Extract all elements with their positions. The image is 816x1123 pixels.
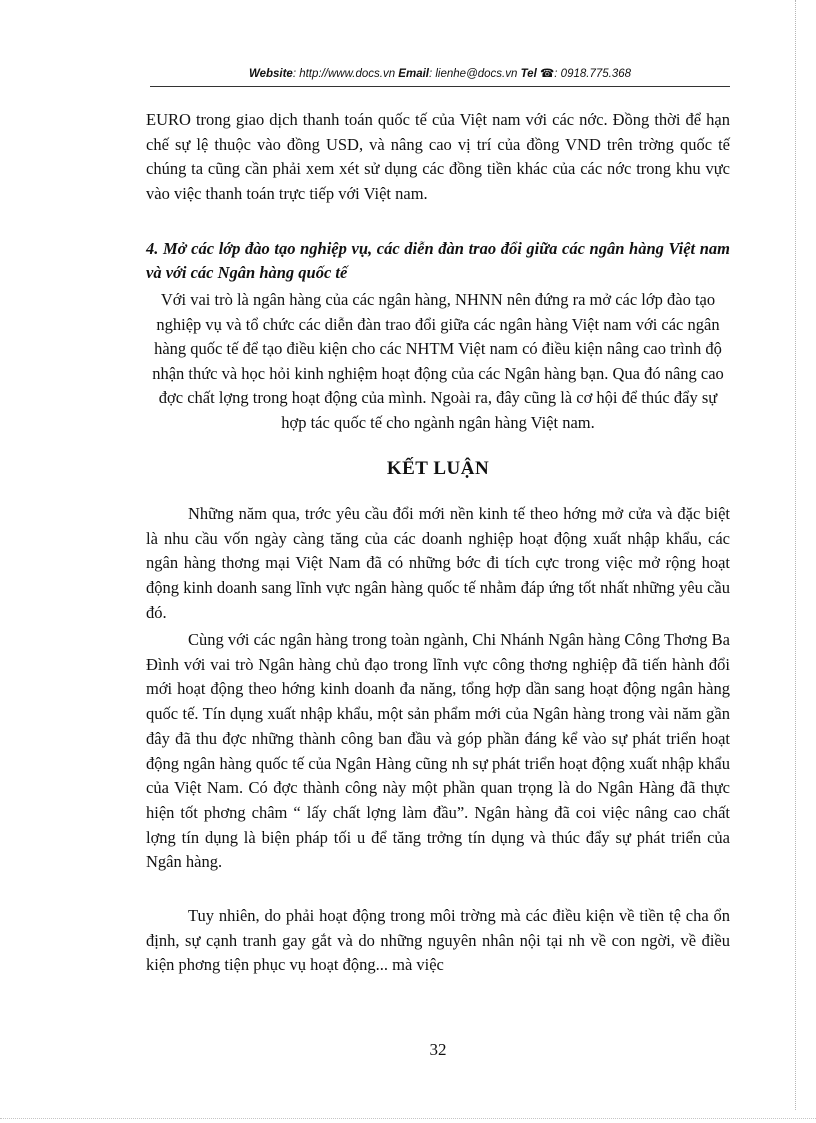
paragraph-conclusion-3: Tuy nhiên, do phải hoạt động trong môi trờng mà các điều kiện về tiền tệ cha ổn định, sự cạnh tranh gay gắt và do những nguyên nhân nội tại nh về con ngời, về điều kiện phơng tiện phục vụ hoạt động... mà việc [146,906,730,975]
page-header [150,66,730,80]
paragraph-training: Với vai trò là ngân hàng của các ngân hàng, NHNN nên đứng ra mở các lớp đào tạo nghiệp vụ và tổ chức các diễn đàn trao đổi giữa các ngân hàng Việt nam với các ngân hàng quốc tế để tạo điều kiện cho các NHTM Việt nam có điều kiện nâng cao trình độ nhận thức và học hỏi kinh nghiệm hoạt động của các Ngân hàng bạn. Qua đó nâng cao đợc chất lợng trong hoạt động của mình. Ngoài ra, đây cũng là cơ hội để thúc đẩy sự hợp tác quốc tế cho ngành ngân hàng Việt nam. [152,290,724,432]
email-label: Email [398,68,429,80]
tel-label: Tel ☎ [520,68,555,80]
header-divider [150,86,730,87]
conclusion-title: KẾT LUẬN [386,458,490,479]
paragraph-euro: EURO trong giao dịch thanh toán quốc tế của Việt nam với các nớc. Đồng thời để hạn chế sự lệ thuộc vào đồng USD, và nâng cao vị trí của đồng VND trên trờng quốc tế chúng ta cũng cần phải xem xét sử dụng các đồng tiền khác của các nớc trong khu vực vào việc thanh toán trực tiếp với Việt nam. [146,110,730,204]
tel-value: : 0918.775.368 [554,68,632,80]
page-number: 32 [429,1040,447,1059]
page-edge-right [795,0,796,1110]
page-edge-bottom [0,1118,816,1119]
website-label: Website [248,68,293,80]
email-value: : lienhe@docs.vn [428,68,518,80]
section-heading-4: 4. Mở các lớp đào tạo nghiệp vụ, các diễn đàn trao đổi giữa các ngân hàng Việt nam và với các Ngân hàng quốc tế [146,239,730,282]
website-value: : http://www.docs.vn [292,68,396,80]
paragraph-conclusion-2: Cùng với các ngân hàng trong toàn ngành, Chi Nhánh Ngân hàng Công Thơng Ba Đình với vai trò Ngân hàng chủ đạo trong lĩnh vực công thơng nghiệp đã tiến hành đổi mới hoạt động theo hớng kinh doanh đa năng, tổng hợp dần sang hoạt động ngân hàng quốc tế. Tín dụng xuất nhập khẩu, một sản phẩm mới của Ngân hàng trong vài năm gần đây đã thu đợc những thành công ban đầu và góp phần đáng kể vào sự phát triển hoạt động ngân hàng quốc tế của Ngân Hàng cũng nh sự phát triển hoạt động xuất nhập khẩu của Việt Nam. Có đợc thành công này một phần quan trọng là do Ngân Hàng đã thực hiện tốt phơng châm “ lấy chất lợng làm đầu”. Ngân hàng đã coi việc nâng cao chất lợng tín dụng là biện pháp tối u để tăng trởng tín dụng và thúc đẩy sự phát triển của Ngân hàng. [146,630,730,872]
paragraph-conclusion-1: Những năm qua, trớc yêu cầu đổi mới nền kinh tế theo hớng mở cửa và đặc biệt là nhu cầu vốn ngày càng tăng của các doanh nghiệp hoạt động xuất nhập khẩu, các ngân hàng thơng mại Việt Nam đã có những bớc đi tích cực trong việc mở rộng hoạt động kinh doanh sang lĩnh vực ngân hàng quốc tế nhằm đáp ứng tốt nhất những yêu cầu đó. [146,504,730,622]
